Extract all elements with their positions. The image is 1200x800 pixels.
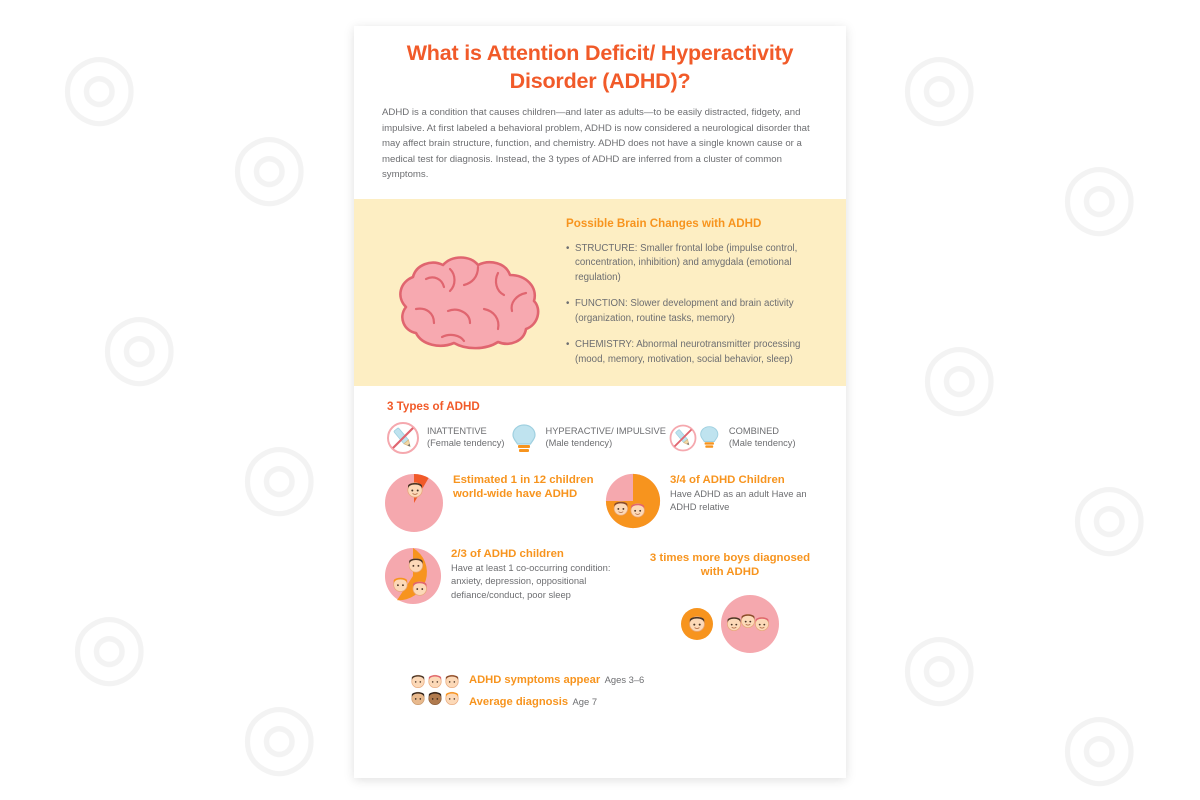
bullet-marker-icon: • (566, 242, 570, 254)
pie-chart-two-thirds (384, 547, 442, 605)
type-hyperactive-name: HYPERACTIVE/ IMPULSIVE (545, 425, 666, 436)
pie-chart-one-in-twelve (384, 473, 444, 533)
type-hyperactive-label (546, 419, 666, 450)
no-pencil-and-lightbulb-icon (668, 419, 724, 457)
type-combined-tendency: (Male tendency) (728, 437, 796, 448)
type-combined-name: COMBINED (728, 425, 779, 436)
stat-boys-headline: 3 times more boys diagnosed with ADHD (649, 551, 811, 579)
type-inattentive (384, 419, 505, 457)
brain-changes-copy (566, 215, 824, 368)
age-symptoms-line (469, 668, 644, 689)
type-inattentive-tendency: (Female tendency) (427, 437, 505, 448)
pie-chart-three-quarters (605, 473, 661, 529)
infographic-poster (354, 26, 846, 778)
boys-circle (720, 594, 780, 654)
bullet-marker-icon: • (566, 339, 570, 351)
brain-bullet-function (566, 297, 824, 326)
brain-bullet-chemistry-text: CHEMISTRY: Abnormal neurotransmitter processing (mood, memory, motivation, social behavior, sleep) (575, 339, 801, 365)
faces-grid-illustration (410, 673, 460, 706)
stat-boys (644, 547, 816, 655)
stat-two-thirds (384, 547, 634, 605)
stat-two-thirds-text (451, 547, 634, 602)
girls-circle (680, 607, 714, 641)
stats-row-two (384, 547, 816, 655)
age-diagnosis-label: Average diagnosis (469, 695, 569, 708)
types-row (384, 419, 816, 457)
type-hyperactive-tendency: (Male tendency) (545, 437, 613, 448)
stats-row-one (384, 473, 816, 533)
age-symptoms-label: ADHD symptoms appear (469, 674, 601, 687)
lightbulb-icon (507, 419, 541, 457)
age-symptoms-value: Ages 3–6 (604, 674, 645, 686)
stat-one-in-twelve-text (453, 473, 595, 502)
type-inattentive-label (427, 419, 505, 450)
intro-paragraph: ADHD is a condition that causes children—and later as adults—to be easily distracted, fidgety, and impulsive. At first labeled a behavioral problem, ADHD is now considered a neurological disorder that may affect brain structure, function, and chemistry. ADHD does not have a single known cause or a medical test for diagnosis. Instead, the 3 types of ADHD are inferred from a cluster of common symptoms. (382, 107, 810, 181)
age-diagnosis-value: Age 7 (572, 695, 598, 707)
stat-two-thirds-inner (384, 547, 634, 605)
brain-bullet-structure-text: STRUCTURE: Smaller frontal lobe (impulse control, concentration, inhibition) and amygdala (emotional regulation) (575, 242, 798, 283)
stat-one-in-twelve (384, 473, 595, 533)
stat-one-in-twelve-headline: Estimated 1 in 12 children world-wide have ADHD (453, 473, 594, 501)
brain-changes-section (354, 199, 846, 386)
stat-boys-illustration (644, 594, 816, 654)
brain-section-heading: Possible Brain Changes with ADHD (566, 216, 762, 230)
brain-illustration (376, 215, 566, 354)
age-statistics-text (469, 668, 644, 711)
stat-two-thirds-body: Have at least 1 co-occurring condition: anxiety, depression, oppositional defiance/conduct, poor sleep (451, 562, 611, 600)
brain-bullet-function-text: FUNCTION: Slower development and brain activity (organization, routine tasks, memory) (575, 298, 794, 324)
age-statistics-row (384, 668, 816, 711)
type-hyperactive (507, 419, 666, 457)
background-watermark: ◎ ◎ ◎ ◎ ◎ ◎ ◎ ◎ ◎ ◎ ◎ ◎ (60, 35, 1149, 795)
stat-three-quarters (605, 473, 816, 533)
bullet-marker-icon: • (566, 298, 570, 310)
stat-three-quarters-text (670, 473, 816, 514)
page-title: What is Attention Deficit/ Hyperactivity Disorder (ADHD)? (406, 41, 794, 93)
stat-three-quarters-body: Have ADHD as an adult Have an ADHD relative (670, 488, 807, 513)
poster-header (354, 26, 846, 187)
stat-three-quarters-headline: 3/4 of ADHD Children (670, 473, 785, 486)
type-combined (668, 419, 796, 457)
types-heading: 3 Types of ADHD (387, 399, 480, 413)
stat-two-thirds-headline: 2/3 of ADHD children (451, 547, 564, 560)
brain-bullet-structure (566, 242, 824, 286)
no-pencil-icon (384, 419, 422, 457)
age-diagnosis-line (469, 690, 644, 711)
type-combined-label (729, 419, 796, 450)
type-inattentive-name: INATTENTIVE (427, 425, 487, 436)
brain-bullet-chemistry (566, 338, 824, 367)
statistics-section (354, 386, 846, 730)
